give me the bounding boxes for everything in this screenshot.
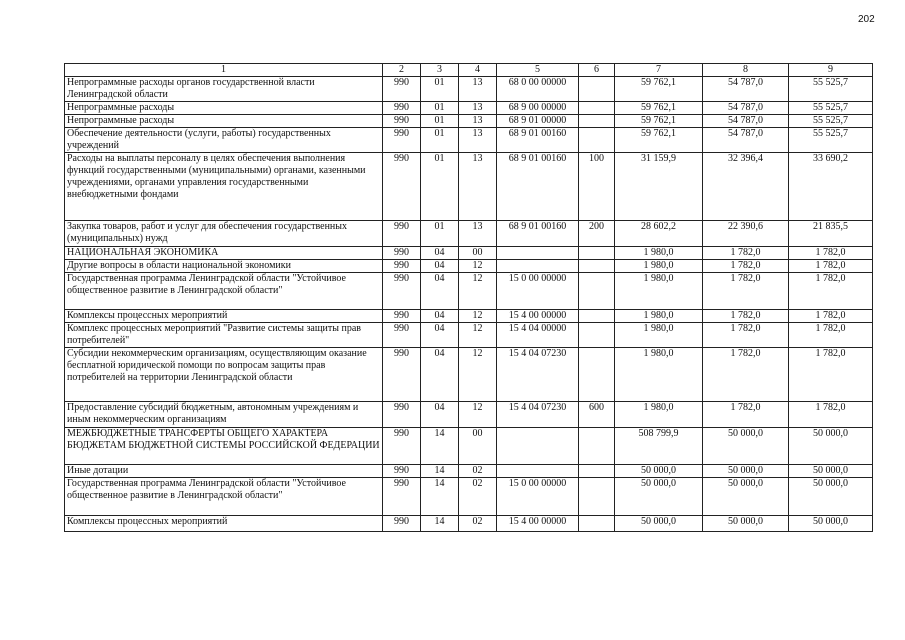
cell-expense-type	[579, 102, 615, 115]
cell-expense-type: 100	[579, 153, 615, 221]
cell-amount-year-1: 50 000,0	[615, 478, 703, 516]
cell-admin-code: 990	[383, 478, 421, 516]
table-row	[65, 247, 873, 260]
cell-expense-type: 200	[579, 221, 615, 247]
cell-amount-year-1: 1 980,0	[615, 273, 703, 310]
cell-name: Комплекс процессных мероприятий "Развитие системы защиты прав потребителей"	[65, 323, 383, 348]
cell-expense-type	[579, 77, 615, 102]
cell-subsection: 02	[459, 478, 497, 516]
cell-target-article: 68 9 01 00000	[497, 115, 579, 128]
cell-name: Иные дотации	[65, 465, 383, 478]
cell-amount-year-1: 59 762,1	[615, 102, 703, 115]
cell-amount-year-1: 1 980,0	[615, 402, 703, 428]
cell-amount-year-2: 50 000,0	[703, 478, 789, 516]
cell-amount-year-3: 50 000,0	[789, 516, 873, 532]
cell-amount-year-1: 1 980,0	[615, 323, 703, 348]
cell-subsection: 12	[459, 260, 497, 273]
cell-amount-year-2: 50 000,0	[703, 428, 789, 465]
cell-subsection: 12	[459, 273, 497, 310]
cell-amount-year-2: 32 396,4	[703, 153, 789, 221]
cell-name: Непрограммные расходы	[65, 115, 383, 128]
cell-target-article: 15 4 00 00000	[497, 310, 579, 323]
cell-admin-code: 990	[383, 77, 421, 102]
cell-target-article: 68 9 01 00160	[497, 153, 579, 221]
cell-name: Расходы на выплаты персоналу в целях обеспечения выполнения функций государственными (муниципальными) органами, казенными учреждениями, органами управления государственными внебюджетными фондами	[65, 153, 383, 221]
cell-amount-year-3: 1 782,0	[789, 273, 873, 310]
cell-section: 01	[421, 115, 459, 128]
column-header: 2	[383, 64, 421, 77]
cell-subsection: 12	[459, 402, 497, 428]
column-header: 6	[579, 64, 615, 77]
cell-section: 14	[421, 516, 459, 532]
cell-section: 04	[421, 260, 459, 273]
budget-table	[64, 63, 873, 532]
cell-target-article	[497, 247, 579, 260]
cell-admin-code: 990	[383, 247, 421, 260]
cell-subsection: 13	[459, 115, 497, 128]
cell-target-article: 68 0 00 00000	[497, 77, 579, 102]
cell-section: 01	[421, 128, 459, 153]
cell-target-article	[497, 428, 579, 465]
cell-amount-year-2: 1 782,0	[703, 323, 789, 348]
cell-amount-year-2: 54 787,0	[703, 102, 789, 115]
cell-target-article: 15 0 00 00000	[497, 478, 579, 516]
cell-amount-year-2: 22 390,6	[703, 221, 789, 247]
cell-amount-year-2: 1 782,0	[703, 310, 789, 323]
table-row	[65, 323, 873, 348]
cell-expense-type	[579, 465, 615, 478]
column-header: 8	[703, 64, 789, 77]
cell-section: 04	[421, 323, 459, 348]
cell-amount-year-1: 1 980,0	[615, 260, 703, 273]
cell-section: 01	[421, 77, 459, 102]
cell-subsection: 13	[459, 153, 497, 221]
cell-section: 01	[421, 102, 459, 115]
cell-admin-code: 990	[383, 516, 421, 532]
cell-target-article: 15 4 04 07230	[497, 348, 579, 402]
cell-amount-year-2: 54 787,0	[703, 128, 789, 153]
cell-amount-year-3: 50 000,0	[789, 465, 873, 478]
cell-target-article: 15 0 00 00000	[497, 273, 579, 310]
cell-amount-year-2: 50 000,0	[703, 465, 789, 478]
cell-amount-year-3: 1 782,0	[789, 247, 873, 260]
cell-section: 14	[421, 478, 459, 516]
cell-amount-year-3: 55 525,7	[789, 128, 873, 153]
cell-subsection: 12	[459, 310, 497, 323]
cell-amount-year-2: 50 000,0	[703, 516, 789, 532]
cell-name: Комплексы процессных мероприятий	[65, 516, 383, 532]
table-row	[65, 310, 873, 323]
cell-amount-year-3: 1 782,0	[789, 310, 873, 323]
cell-admin-code: 990	[383, 128, 421, 153]
cell-subsection: 13	[459, 221, 497, 247]
cell-name: Государственная программа Ленинградской области "Устойчивое общественное развитие в Ленинградской области"	[65, 273, 383, 310]
cell-amount-year-2: 1 782,0	[703, 402, 789, 428]
cell-expense-type	[579, 310, 615, 323]
cell-amount-year-2: 54 787,0	[703, 77, 789, 102]
cell-amount-year-2: 54 787,0	[703, 115, 789, 128]
cell-expense-type	[579, 128, 615, 153]
cell-expense-type	[579, 247, 615, 260]
cell-subsection: 12	[459, 323, 497, 348]
cell-amount-year-1: 508 799,9	[615, 428, 703, 465]
column-header: 5	[497, 64, 579, 77]
cell-name: НАЦИОНАЛЬНАЯ ЭКОНОМИКА	[65, 247, 383, 260]
cell-section: 14	[421, 428, 459, 465]
table-row	[65, 465, 873, 478]
cell-target-article: 68 9 01 00160	[497, 221, 579, 247]
cell-section: 01	[421, 153, 459, 221]
cell-expense-type: 600	[579, 402, 615, 428]
cell-target-article: 68 9 01 00160	[497, 128, 579, 153]
table-row	[65, 102, 873, 115]
cell-subsection: 00	[459, 428, 497, 465]
cell-target-article: 15 4 04 00000	[497, 323, 579, 348]
cell-name: Комплексы процессных мероприятий	[65, 310, 383, 323]
cell-amount-year-2: 1 782,0	[703, 273, 789, 310]
cell-amount-year-3: 1 782,0	[789, 323, 873, 348]
cell-section: 04	[421, 273, 459, 310]
cell-expense-type	[579, 348, 615, 402]
cell-amount-year-3: 50 000,0	[789, 478, 873, 516]
cell-section: 01	[421, 221, 459, 247]
cell-amount-year-3: 1 782,0	[789, 260, 873, 273]
cell-amount-year-1: 59 762,1	[615, 77, 703, 102]
cell-amount-year-1: 59 762,1	[615, 115, 703, 128]
cell-amount-year-1: 1 980,0	[615, 348, 703, 402]
cell-name: Непрограммные расходы	[65, 102, 383, 115]
cell-section: 04	[421, 402, 459, 428]
cell-amount-year-1: 28 602,2	[615, 221, 703, 247]
column-header: 7	[615, 64, 703, 77]
table-row	[65, 516, 873, 532]
cell-expense-type	[579, 260, 615, 273]
cell-subsection: 02	[459, 465, 497, 478]
cell-target-article	[497, 465, 579, 478]
cell-admin-code: 990	[383, 323, 421, 348]
cell-admin-code: 990	[383, 273, 421, 310]
cell-subsection: 00	[459, 247, 497, 260]
cell-admin-code: 990	[383, 115, 421, 128]
cell-amount-year-1: 1 980,0	[615, 247, 703, 260]
table-row	[65, 402, 873, 428]
column-header: 4	[459, 64, 497, 77]
table-row	[65, 153, 873, 221]
cell-expense-type	[579, 323, 615, 348]
cell-admin-code: 990	[383, 260, 421, 273]
cell-name: Обеспечение деятельности (услуги, работы) государственных учреждений	[65, 128, 383, 153]
cell-amount-year-3: 55 525,7	[789, 115, 873, 128]
cell-section: 04	[421, 348, 459, 402]
cell-admin-code: 990	[383, 310, 421, 323]
cell-amount-year-1: 59 762,1	[615, 128, 703, 153]
cell-admin-code: 990	[383, 348, 421, 402]
cell-name: Другие вопросы в области национальной экономики	[65, 260, 383, 273]
table-header-row	[65, 64, 873, 77]
cell-amount-year-3: 55 525,7	[789, 77, 873, 102]
cell-target-article: 15 4 04 07230	[497, 402, 579, 428]
column-header: 1	[65, 64, 383, 77]
table-row	[65, 260, 873, 273]
cell-target-article	[497, 260, 579, 273]
column-header: 3	[421, 64, 459, 77]
cell-name: Субсидии некоммерческим организациям, осуществляющим оказание бесплатной юридической помощи по вопросам защиты прав потребителей на территории Ленинградской области	[65, 348, 383, 402]
cell-subsection: 02	[459, 516, 497, 532]
cell-amount-year-3: 50 000,0	[789, 428, 873, 465]
cell-amount-year-2: 1 782,0	[703, 348, 789, 402]
cell-name: Предоставление субсидий бюджетным, автономным учреждениям и иным некоммерческим организациям	[65, 402, 383, 428]
cell-admin-code: 990	[383, 102, 421, 115]
table-row	[65, 128, 873, 153]
cell-name: Государственная программа Ленинградской области "Устойчивое общественное развитие в Ленинградской области"	[65, 478, 383, 516]
cell-amount-year-1: 31 159,9	[615, 153, 703, 221]
cell-target-article: 68 9 00 00000	[497, 102, 579, 115]
cell-amount-year-1: 1 980,0	[615, 310, 703, 323]
cell-admin-code: 990	[383, 153, 421, 221]
cell-amount-year-3: 33 690,2	[789, 153, 873, 221]
cell-subsection: 13	[459, 102, 497, 115]
cell-amount-year-3: 1 782,0	[789, 402, 873, 428]
cell-expense-type	[579, 115, 615, 128]
cell-name: Закупка товаров, работ и услуг для обеспечения государственных (муниципальных) нужд	[65, 221, 383, 247]
table-row	[65, 348, 873, 402]
cell-section: 14	[421, 465, 459, 478]
cell-amount-year-2: 1 782,0	[703, 260, 789, 273]
cell-expense-type	[579, 478, 615, 516]
cell-amount-year-1: 50 000,0	[615, 516, 703, 532]
cell-name: Непрограммные расходы органов государственной власти Ленинградской области	[65, 77, 383, 102]
table-row	[65, 77, 873, 102]
cell-subsection: 13	[459, 77, 497, 102]
cell-admin-code: 990	[383, 465, 421, 478]
cell-amount-year-1: 50 000,0	[615, 465, 703, 478]
cell-admin-code: 990	[383, 428, 421, 465]
cell-subsection: 12	[459, 348, 497, 402]
page-number: 202	[858, 14, 875, 25]
cell-amount-year-3: 55 525,7	[789, 102, 873, 115]
cell-expense-type	[579, 516, 615, 532]
cell-admin-code: 990	[383, 402, 421, 428]
cell-name: МЕЖБЮДЖЕТНЫЕ ТРАНСФЕРТЫ ОБЩЕГО ХАРАКТЕРА БЮДЖЕТАМ БЮДЖЕТНОЙ СИСТЕМЫ РОССИЙСКОЙ ФЕДЕРАЦИИ	[65, 428, 383, 465]
cell-amount-year-3: 1 782,0	[789, 348, 873, 402]
cell-subsection: 13	[459, 128, 497, 153]
cell-section: 04	[421, 247, 459, 260]
table-row	[65, 221, 873, 247]
cell-amount-year-3: 21 835,5	[789, 221, 873, 247]
cell-admin-code: 990	[383, 221, 421, 247]
table-row	[65, 478, 873, 516]
cell-expense-type	[579, 273, 615, 310]
column-header: 9	[789, 64, 873, 77]
cell-section: 04	[421, 310, 459, 323]
table-row	[65, 428, 873, 465]
cell-target-article: 15 4 00 00000	[497, 516, 579, 532]
cell-expense-type	[579, 428, 615, 465]
table-row	[65, 273, 873, 310]
table-row	[65, 115, 873, 128]
cell-amount-year-2: 1 782,0	[703, 247, 789, 260]
